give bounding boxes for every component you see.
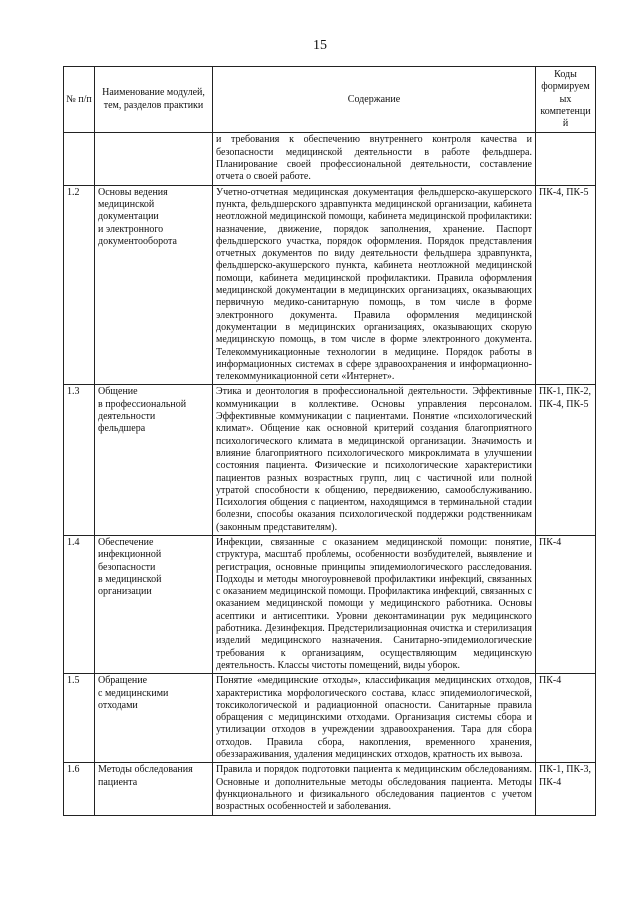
table-row	[64, 185, 596, 385]
header-num: № п/п	[64, 67, 95, 133]
table-header-row	[64, 67, 596, 133]
row-num: 1.6	[64, 763, 95, 815]
module-name-line: инфекционной	[98, 549, 162, 561]
row-num: 1.3	[64, 385, 95, 536]
module-name-line: деятельности	[98, 411, 156, 423]
row-content: Правила и порядок подготовки пациента к медицинским обследованиям. Основные и дополнительные методы обследования пациента. Методы функционального и физикального обследования пациентов с учетом возрастных особенностей и заболевания.	[213, 763, 536, 815]
header-name: Наименование модулей, тем, разделов практики	[95, 67, 213, 133]
page-number: 15	[313, 38, 327, 53]
row-competency-codes: ПК-4	[536, 674, 596, 763]
table-row	[64, 385, 596, 536]
row-module-name	[95, 185, 213, 385]
row-num: 1.4	[64, 535, 95, 673]
module-name-line: медицинской	[98, 198, 155, 210]
header-content: Содержание	[213, 67, 536, 133]
module-name-line: документации	[98, 211, 159, 223]
row-content: Понятие «медицинские отходы», классификация медицинских отходов, характеристика морфологического состава, класс эпидемиологической, токсикологической и радиационной опасности. Санитарные правила обращения с медицинскими отходами. Организация системы сбора и утилизации отходов в учреждении здравоохранения. Тара для сбора отходов. Правила сбора, накопления, временного хранения, обеззараживания, удаления медицинских отходов, кратность их вывоза.	[213, 674, 536, 763]
module-name-line: безопасности	[98, 561, 156, 573]
module-name-line: и электронного	[98, 223, 164, 235]
module-name-line: отходами	[98, 699, 138, 711]
table-body	[64, 133, 596, 815]
row-module-name	[95, 535, 213, 673]
row-num	[64, 133, 95, 185]
row-module-name	[95, 133, 213, 185]
row-module-name	[95, 674, 213, 763]
row-competency-codes: ПК-1, ПК-3, ПК-4	[536, 763, 596, 815]
module-name-line: документооборота	[98, 235, 177, 247]
module-name-line: Обращение	[98, 675, 148, 687]
module-name-line: в медицинской	[98, 573, 162, 585]
row-module-name	[95, 763, 213, 815]
row-num: 1.2	[64, 185, 95, 385]
module-name-line: Обеспечение	[98, 536, 154, 548]
row-content: Учетно-отчетная медицинская документация фельдшерско-акушерского пункта, фельдшерского здравпункта медицинской организации, кабинета неотложной медицинской помощи, кабинета медицинской профилактики: назначение, движение, порядок заполнения, хранение. Паспорт фельдшерского участка, порядок оформления. Порядок представления отчетных документов по виду деятельности фельдшера здравпункта, фельдшерско-акушерского пункта, кабинета неотложной медицинской помощи, кабинета медицинской профилактики. Правила оформления медицинской документации в медицинских организациях, оказывающих первичную медико-санитарную помощь, в том числе в форме электронного документа. Правила оформления медицинской документации в медицинских организациях, оказывающих скорую медицинскую помощь, в том числе в форме электронного документа. Телекоммуникационные технологии в медицине. Порядок работы в информационных системах в сфере здравоохранения и информационно-телекоммуникационной сети «Интернет».	[213, 185, 536, 385]
module-name-line: организации	[98, 586, 152, 598]
row-content: и требования к обеспечению внутреннего контроля качества и безопасности медицинской деятельности в работе фельдшера. Планирование своей профессиональной деятельности, составление отчета о своей работе.	[213, 133, 536, 185]
row-competency-codes: ПК-1, ПК-2, ПК-4, ПК-5	[536, 385, 596, 536]
row-competency-codes: ПК-4, ПК-5	[536, 185, 596, 385]
module-name-line: пациента	[98, 776, 138, 788]
row-num: 1.5	[64, 674, 95, 763]
table-row	[64, 133, 596, 185]
module-name-line: Основы ведения	[98, 186, 168, 198]
module-name-line: с медицинскими	[98, 687, 169, 699]
row-competency-codes	[536, 133, 596, 185]
module-name-line: в профессиональной	[98, 398, 187, 410]
table-row	[64, 535, 596, 673]
module-name-line: фельдшера	[98, 423, 146, 435]
header-codes: Коды формируемых компетенций	[536, 67, 596, 133]
module-name-line: Общение	[98, 386, 138, 398]
row-module-name	[95, 385, 213, 536]
row-content: Инфекции, связанные с оказанием медицинской помощи: понятие, структура, масштаб проблемы, особенности возбудителей, выявление и регистрация, основные принципы эпидемиологического расследования. Подходы и методы многоуровневой профилактики инфекций, связанных с оказанием медицинской помощи. Профилактика инфекций, связанных с оказанием медицинской помощи у медицинского работника. Основы асептики и антисептики. Уровни деконтаминации рук медицинского работника. Дезинфекция. Предстерилизационная очистка и стерилизация изделий медицинского назначения. Санитарно-эпидемиологические требования к организациям, осуществляющим медицинскую деятельность. Классы чистоты помещений, виды уборок.	[213, 535, 536, 673]
curriculum-table	[63, 66, 596, 816]
table-row	[64, 674, 596, 763]
module-name-line: Методы обследования	[98, 764, 193, 776]
row-competency-codes: ПК-4	[536, 535, 596, 673]
row-content: Этика и деонтология в профессиональной деятельности. Эффективные коммуникации в коллективе. Основы управления персоналом. Эффективные коммуникации с пациентами. Понятие «психологический климат». Общение как основной критерий создания благоприятного психологического климата в медицинской организации. Значимость и влияние благоприятного психологического микроклимата в улучшении состояния пациента. Физические и психологические характеристики пациентов разных возрастных групп, лиц с частичной или полной утратой способности к общению, передвижению, самообслуживанию. Психология общения с пациентом, находящимся в терминальной стадии болезни, способы оказания психологической поддержки родственникам (законным представителям).	[213, 385, 536, 536]
table-row	[64, 763, 596, 815]
